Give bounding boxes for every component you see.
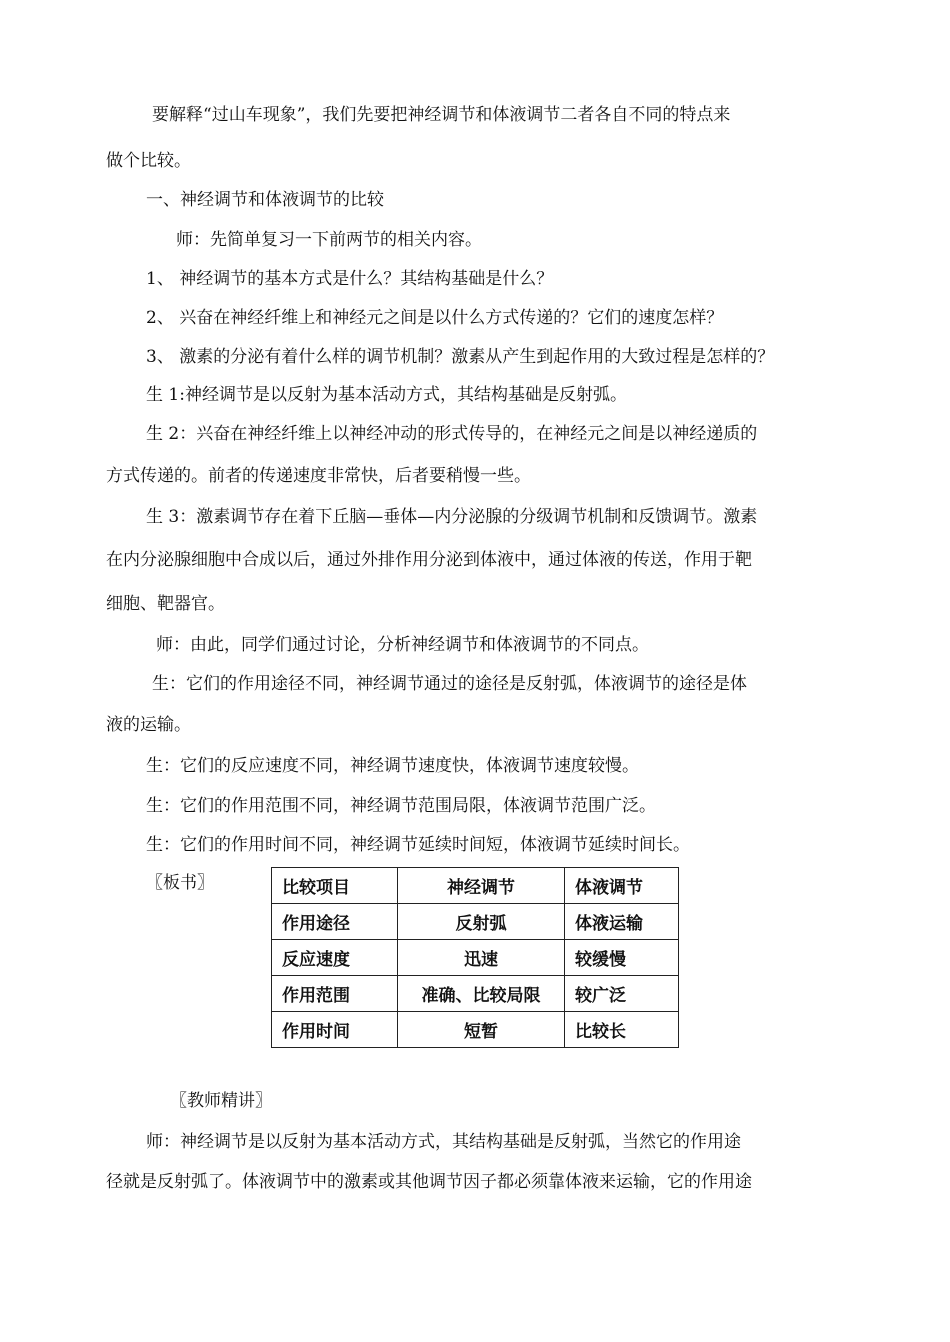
paragraph-line: 要解释“过山车现象”，我们先要把神经调节和体液调节二者各自不同的特点来 [152,105,731,125]
paragraph-line: 方式传递的。前者的传递速度非常快，后者要稍慢一些。 [106,466,531,486]
paragraph-line: 师：由此，同学们通过讨论，分析神经调节和体液调节的不同点。 [156,635,649,655]
paragraph-line: 师：神经调节是以反射为基本活动方式，其结构基础是反射弧，当然它的作用途 [146,1132,741,1152]
table-cell: 作用时间 [272,1012,398,1048]
table-cell: 准确、比较局限 [398,976,565,1012]
table-row [272,904,679,940]
table-cell: 较广泛 [565,976,679,1012]
paragraph-line: 生：它们的作用时间不同，神经调节延续时间短，体液调节延续时间长。 [146,835,690,855]
table-cell: 体液运输 [565,904,679,940]
paragraph-line: 细胞、靶器官。 [106,594,225,614]
paragraph-line: 在内分泌腺细胞中合成以后，通过外排作用分泌到体液中，通过体液的传送，作用于靶 [106,550,752,570]
paragraph-line: 生：它们的作用范围不同，神经调节范围局限，体液调节范围广泛。 [146,796,656,816]
table-cell: 迅速 [398,940,565,976]
section-heading: 一、神经调节和体液调节的比较 [146,190,384,210]
table-row [272,868,679,904]
paragraph-line: 径就是反射弧了。体液调节中的激素或其他调节因子都必须靠体液来运输，它的作用途 [106,1172,752,1192]
table-cell: 反射弧 [398,904,565,940]
paragraph-line: 生 3：激素调节存在着下丘脑—垂体—内分泌腺的分级调节机制和反馈调节。激素 [146,507,758,527]
paragraph-line: 液的运输。 [106,715,191,735]
table-cell: 短暂 [398,1012,565,1048]
table-row [272,1012,679,1048]
table-row [272,940,679,976]
table-row [272,976,679,1012]
paragraph-line: 生 1:神经调节是以反射为基本活动方式，其结构基础是反射弧。 [146,385,627,405]
paragraph-line: 做个比较。 [106,151,191,171]
question-item: 3、 激素的分泌有着什么样的调节机制？激素从产生到起作用的大致过程是怎样的？ [146,347,775,367]
table-cell: 反应速度 [272,940,398,976]
paragraph-line: 生：它们的作用途径不同，神经调节通过的途径是反射弧，体液调节的途径是体 [152,674,747,694]
table-cell: 作用范围 [272,976,398,1012]
paragraph-line: 师：先简单复习一下前两节的相关内容。 [176,230,482,250]
paragraph-line: 生 2：兴奋在神经纤维上以神经冲动的形式传导的，在神经元之间是以神经递质的 [146,424,758,444]
comparison-table [271,867,679,1048]
table-cell: 比较项目 [272,868,398,904]
board-label: 〖板书〗 [146,873,214,893]
table-cell: 神经调节 [398,868,565,904]
lecture-label: 〖教师精讲〗 [170,1091,272,1111]
question-item: 2、 兴奋在神经纤维上和神经元之间是以什么方式传递的？它们的速度怎样？ [146,308,724,328]
table-cell: 作用途径 [272,904,398,940]
table-cell: 比较长 [565,1012,679,1048]
question-item: 1、 神经调节的基本方式是什么？其结构基础是什么？ [146,269,554,289]
table-cell: 体液调节 [565,868,679,904]
table-cell: 较缓慢 [565,940,679,976]
paragraph-line: 生：它们的反应速度不同，神经调节速度快，体液调节速度较慢。 [146,756,639,776]
